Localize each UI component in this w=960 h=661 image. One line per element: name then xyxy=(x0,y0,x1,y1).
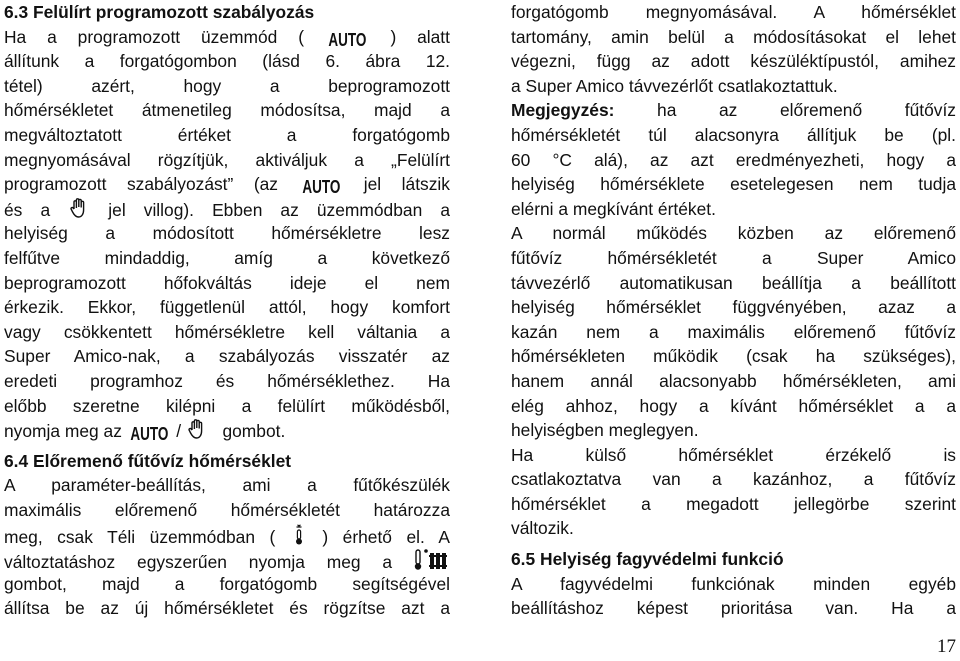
paragraph-line: Ha a programozott üzemmód ( AUTO ) alatt xyxy=(4,26,450,50)
hand-icon xyxy=(68,197,90,219)
page-number: 17 xyxy=(937,636,956,657)
paragraph-line: változtatáshoz egyszerűen nyomja meg a xyxy=(4,547,450,572)
thermometer-snowflake-icon xyxy=(290,522,308,546)
paragraph-line: A normál működés közben az előremenő xyxy=(511,223,956,244)
paragraph-line: helyiség a módosított hőmérsékletre lesz xyxy=(4,223,450,244)
paragraph-line: elérni a megkívánt értéket. xyxy=(511,198,716,219)
paragraph-line: fűtővíz hőmérsékletét a Super Amico xyxy=(511,247,956,268)
auto-icon: AUTO xyxy=(130,424,169,443)
paragraph-line: beprogramozott hőfokváltás ideje el nem xyxy=(4,272,450,293)
paragraph-line: tétel) azért, hogy a beprogramozott xyxy=(4,75,450,96)
paragraph-line: gombot, majd a forgatógomb segítségével xyxy=(4,573,450,594)
paragraph-line: megnyomásával rögzítjük, aktiváljuk a „Felülírt xyxy=(4,149,450,170)
paragraph-line: programozott szabályozást” (az AUTO jel látszik xyxy=(4,174,450,197)
paragraph-line: eredeti programhoz és hőmérséklethez. Ha xyxy=(4,370,450,391)
paragraph-line: maximális előremenő hőmérsékletét határozza xyxy=(4,499,450,520)
paragraph-line: 60 °C alá), az azt eredményezheti, hogy a xyxy=(511,149,956,170)
note-line: Megjegyzés: ha az előremenő fűtővíz xyxy=(511,100,956,121)
hand-icon xyxy=(186,418,208,440)
paragraph-line: beállításhoz képest prioritása van. Ha a xyxy=(511,598,956,619)
paragraph-line: érkezik. Ekkor, függetlenül attól, hogy komfort xyxy=(4,297,450,318)
paragraph-line: állítunk a forgatógombon (lásd 6. ábra 12. xyxy=(4,51,450,72)
paragraph-line: hőmérsékletét túl alacsonyra állítjuk be (pl. xyxy=(511,124,956,145)
paragraph-line: helyiségben meglegyen. xyxy=(511,420,699,441)
paragraph-line: vagy csökkentett hőmérsékletre kell váltania a xyxy=(4,321,450,342)
paragraph-line: elég ahhoz, hogy a kívánt hőmérséklet a a xyxy=(511,395,956,416)
paragraph-line: Super Amico-nak, a szabályozás visszatér az xyxy=(4,346,450,367)
paragraph-line: tartomány, amin belül a módosításokat el lehet xyxy=(511,26,956,47)
paragraph-line: forgatógomb megnyomásával. A hőmérséklet xyxy=(511,2,956,22)
paragraph-line: A fagyvédelmi funkciónak minden egyéb xyxy=(511,573,956,594)
section-heading-6-3: 6.3 Felülírt programozott szabályozás xyxy=(4,2,315,22)
paragraph-line: hőmérséklet a megadott jellegörbe szerint xyxy=(511,493,956,514)
paragraph-line: A paraméter-beállítás, ami a fűtőkészülék xyxy=(4,475,450,496)
paragraph-line: Ha külső hőmérséklet érzékelő is xyxy=(511,444,956,465)
paragraph-line: a Super Amico távvezérlőt csatlakoztattuk. xyxy=(511,75,838,96)
paragraph-line: helyiség hőmérséklete esetelegesen nem tudja xyxy=(511,174,956,195)
section-heading-6-5: 6.5 Helyiség fagyvédelmi funkció xyxy=(511,549,784,570)
left-column xyxy=(4,0,450,621)
paragraph-line: nyomja meg az AUTO / gombot. xyxy=(4,418,450,443)
paragraph-line: kazán nem a maximális előremenő fűtővíz xyxy=(511,321,956,342)
paragraph-line: csatlakoztatva van a kazánhoz, a fűtővíz xyxy=(511,469,956,490)
auto-icon: AUTO xyxy=(328,29,367,50)
paragraph-line: és a jel villog). Ebben az üzemmódban a xyxy=(4,197,450,222)
radiator-thermometer-icon xyxy=(414,547,450,571)
paragraph-line: felfűtve mindaddig, amíg a következő xyxy=(4,247,450,268)
paragraph-line: végezni, függ az adott készüléktípustól, amihez xyxy=(511,51,956,72)
paragraph-line: állítsa be az új hőmérsékletet és rögzítse azt a xyxy=(4,598,450,619)
paragraph-line: előbb szeretne kilépni a felülírt működésből, xyxy=(4,395,450,416)
paragraph-line: meg, csak Téli üzemmódban ( ) érhető el. A xyxy=(4,522,450,547)
auto-icon: AUTO xyxy=(301,177,340,197)
paragraph-line: változik. xyxy=(511,518,574,539)
paragraph-line: hőmérsékletet átmenetileg módosítsa, majd a xyxy=(4,100,450,121)
note-label: Megjegyzés: xyxy=(511,100,615,121)
paragraph-line: távvezérlő automatikusan beállítja a beállított xyxy=(511,272,956,293)
paragraph-line: hőmérsékleten működik (csak ha szükséges), xyxy=(511,346,956,367)
paragraph-line: hanem annál alacsonyabb hőmérsékleten, ami xyxy=(511,370,956,391)
paragraph-line: megváltoztatott értéket a forgatógomb xyxy=(4,124,450,145)
section-heading-6-4: 6.4 Előremenő fűtővíz hőmérséklet xyxy=(4,450,292,471)
right-column xyxy=(511,0,956,621)
paragraph-line: helyiség hőmérséklet függvényében, azaz a xyxy=(511,297,956,318)
